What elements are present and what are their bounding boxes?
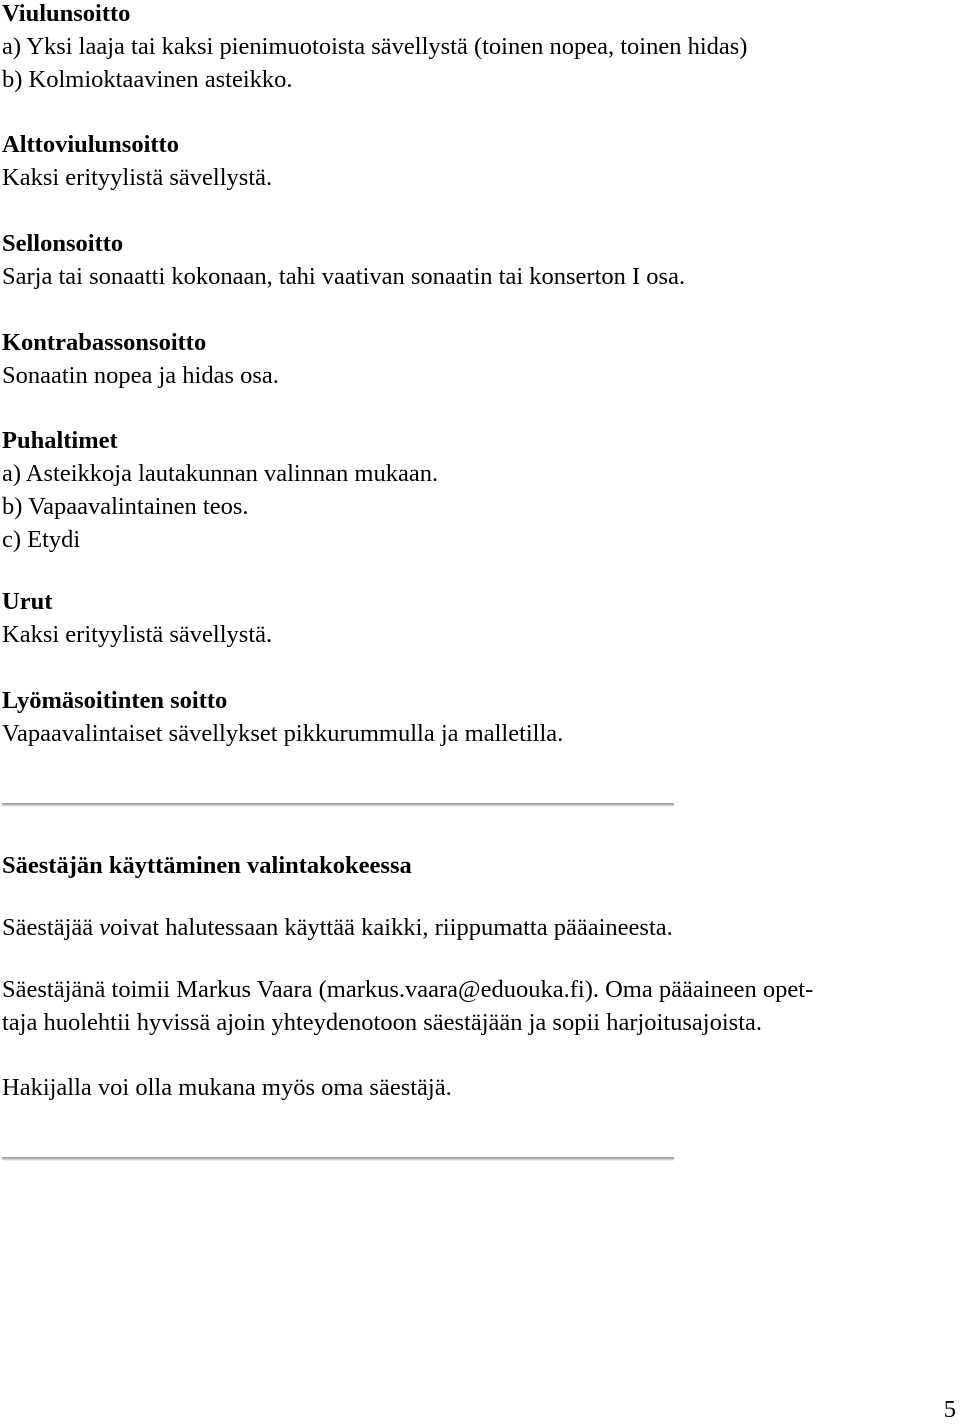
accompanist-paragraph-1 bbox=[2, 911, 673, 944]
section-line: Sonaatin nopea ja hidas osa. bbox=[2, 362, 279, 389]
section-line: a) Yksi laaja tai kaksi pienimuotoista sävellystä (toinen nopea, toinen hidas) bbox=[2, 33, 748, 60]
section-puhaltimet bbox=[2, 424, 438, 556]
accompanist-paragraph-2 bbox=[2, 973, 952, 1039]
paragraph-text-italic: v bbox=[99, 914, 111, 941]
section-viulunsoitto bbox=[2, 0, 747, 96]
section-heading: Alttoviulunsoitto bbox=[2, 131, 179, 158]
section-line: Sarja tai sonaatti kokonaan, tahi vaativan sonaatin tai konserton I osa. bbox=[2, 263, 686, 290]
section-heading: Säestäjän käyttäminen valintakokeessa bbox=[2, 852, 412, 879]
section-heading: Lyömäsoitinten soitto bbox=[2, 687, 228, 714]
paragraph-text: Säestäjää bbox=[2, 914, 100, 941]
section-saestaja bbox=[2, 849, 412, 882]
section-line: Vapaavalintaiset sävellykset pikkurummulla ja malletilla. bbox=[2, 720, 564, 747]
section-heading: Urut bbox=[2, 588, 53, 615]
horizontal-rule bbox=[2, 1157, 674, 1161]
section-line: a) Asteikkoja lautakunnan valinnan mukaan. bbox=[2, 460, 439, 487]
paragraph-text: oivat halutessaan käyttää kaikki, riippumatta pääaineesta. bbox=[110, 914, 673, 941]
section-heading: Kontrabassonsoitto bbox=[2, 329, 207, 356]
section-line: Kaksi erityylistä sävellystä. bbox=[2, 164, 273, 191]
section-line: Kaksi erityylistä sävellystä. bbox=[2, 621, 273, 648]
section-heading: Sellonsoitto bbox=[2, 230, 124, 257]
section-line: c) Etydi bbox=[2, 526, 81, 553]
section-line: b) Vapaavalintainen teos. bbox=[2, 493, 249, 520]
horizontal-rule bbox=[2, 803, 674, 807]
section-sellonsoitto bbox=[2, 227, 685, 293]
paragraph-line: Säestäjänä toimii Markus Vaara (markus.vaara@eduouka.fi). Oma pääaineen opet- bbox=[2, 976, 814, 1003]
paragraph-line: taja huolehtii hyvissä ajoin yhteydenotoon säestäjään ja sopii harjoitusajoista. bbox=[2, 1009, 763, 1036]
page-number: 5 bbox=[943, 1396, 956, 1423]
section-kontrabassonsoitto bbox=[2, 326, 279, 392]
section-alttoviulunsoitto bbox=[2, 128, 272, 194]
section-lyomasoitinten-soitto bbox=[2, 684, 563, 750]
accompanist-paragraph-3: Hakijalla voi olla mukana myös oma säestäjä. bbox=[2, 1074, 452, 1101]
section-line: b) Kolmioktaavinen asteikko. bbox=[2, 66, 293, 93]
section-heading: Puhaltimet bbox=[2, 427, 118, 454]
section-urut bbox=[2, 585, 272, 651]
section-heading: Viulunsoitto bbox=[2, 0, 131, 27]
